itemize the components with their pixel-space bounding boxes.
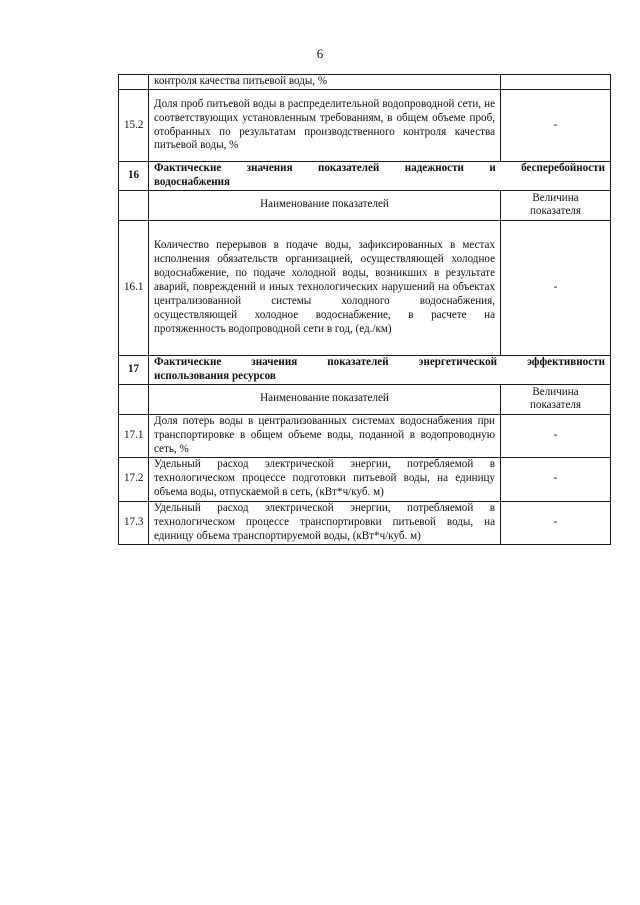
table-row-17-1 [119,414,611,457]
row-number-cell: 16.1 [119,220,149,355]
table-row-15-2 [119,90,611,162]
section-heading-row-16 [119,162,611,191]
empty-header-cell [119,190,149,220]
indicator-value-cell: - [501,457,611,501]
header-value-cell: Величина показателя [501,384,611,414]
section-number-cell: 17 [119,355,149,384]
header-value-cell: Величина показателя [501,190,611,220]
indicators-table [118,74,611,545]
indicator-name-cell: Удельный расход электрической энергии, потребляемой в технологическом процессе транспортировки питьевой воды, на единицу объема транспортируемой воды, (кВт*ч/куб. м) [149,501,501,544]
table-row-17-3 [119,501,611,544]
row-number-cell: 17.3 [119,501,149,544]
indicator-name-cell: Доля потерь воды в централизованных системах водоснабжения при транспортировке в общем объеме воды, поданной в водопроводную сеть, % [149,414,501,457]
column-header-row-17 [119,384,611,414]
section-title-line-1: Фактические значения показателей энергетической эффективности [154,355,605,368]
indicator-name-cell: Доля проб питьевой воды в распределительной водопроводной сети, не соответствующих установленным требованиям, в общем объеме проб, отобранных по результатам производственного контроля качества питьевой воды, % [149,90,501,162]
section-title-line-1: Фактические значения показателей надежности и бесперебойности [154,162,605,174]
page-number: 6 [316,46,324,61]
indicator-name-cell: Удельный расход электрической энергии, потребляемой в технологическом процессе подготовки питьевой воды, на единицу объема воды, отпускаемой в сеть, (кВт*ч/куб. м) [149,457,501,501]
section-title-cell [149,162,611,191]
table-row-continuation [119,75,611,90]
section-number-cell: 16 [119,162,149,191]
table-row-17-2 [119,457,611,501]
row-number-cell: 17.2 [119,457,149,501]
indicator-value-cell [501,75,611,90]
empty-header-cell [119,384,149,414]
row-number-cell: 17.1 [119,414,149,457]
indicator-value-cell: - [501,90,611,162]
indicator-name-cell: контроля качества питьевой воды, % [149,75,501,90]
indicator-value-cell: - [501,414,611,457]
section-title-line-2: водоснабжения [154,175,231,188]
section-heading-row-17 [119,355,611,384]
indicator-name-cell: Количество перерывов в подаче воды, зафиксированных в местах исполнения обязательств организацией, осуществляющей холодное водоснабжение, по подаче холодной воды, возникших в результате аварий, повреждений и иных технологических нарушений на объектах централизованной системы холодного водоснабжения, осуществляющей холодное водоснабжение, в расчете на протяженность водопроводной сети в год, (ед./км) [149,220,501,355]
indicator-value-cell: - [501,220,611,355]
indicator-value-cell: - [501,501,611,544]
column-header-row-16 [119,190,611,220]
header-name-cell: Наименование показателей [149,190,501,220]
row-number-cell [119,75,149,90]
row-number-cell: 15.2 [119,90,149,162]
table-row-16-1 [119,220,611,355]
header-name-cell: Наименование показателей [149,384,501,414]
section-title-line-2: использования ресурсов [154,369,276,382]
section-title-cell [149,355,611,384]
